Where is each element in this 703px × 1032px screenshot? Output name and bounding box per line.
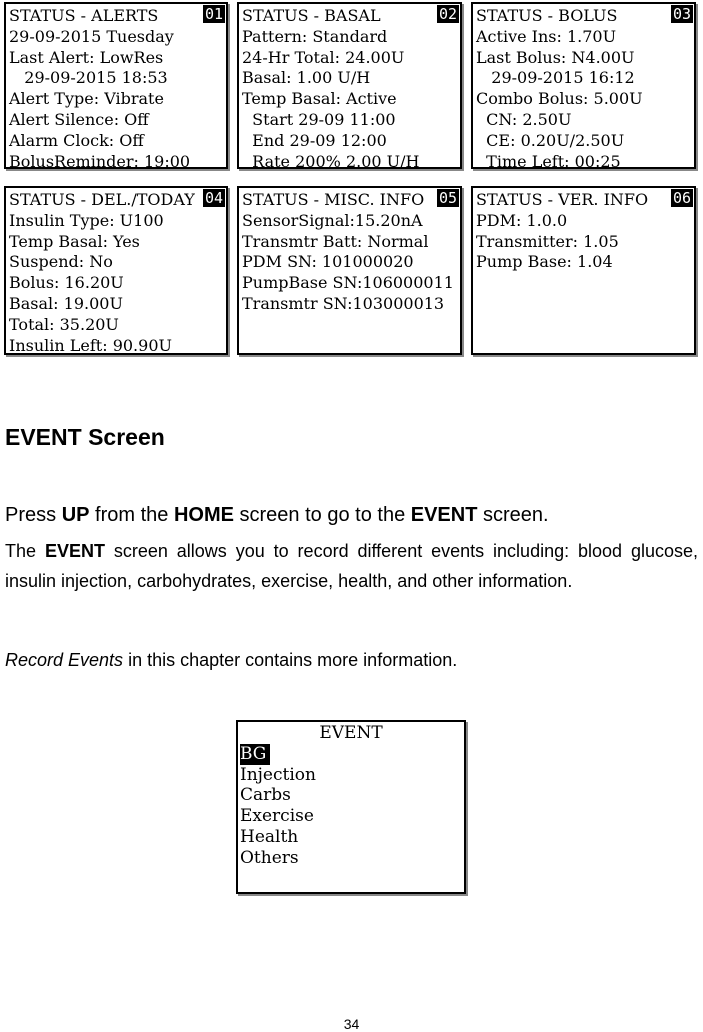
status-alerts-screen: [4, 2, 228, 169]
description-paragraph: The EVENT screen allows you to record different events including: blood glucose, insulin injection, carbohydrates, exercise, health, and other information.: [5, 541, 698, 591]
screen-line: PumpBase SN:106000011: [242, 273, 454, 293]
screen-line: Temp Basal: Yes: [9, 231, 140, 251]
screen-line: SensorSignal:15.20nA: [242, 210, 423, 230]
screen-line: Combo Bolus: 5.00U: [476, 89, 643, 109]
screen-line: 24-Hr Total: 24.00U: [242, 47, 405, 67]
status-basal-screen: [237, 2, 462, 169]
screen-number-badge: 03: [672, 5, 691, 23]
event-menu-item-exercise[interactable]: Exercise: [240, 806, 314, 827]
screen-line: Suspend: No: [9, 252, 113, 272]
page-number: 34: [343, 1016, 360, 1032]
screen-line: Active Ins: 1.70U: [476, 26, 617, 46]
screen-line: End 29-09 12:00: [242, 130, 387, 150]
event-menu-item-carbs[interactable]: Carbs: [240, 785, 291, 806]
screen-line: Rate 200% 2.00 U/H: [242, 151, 420, 171]
screen-line: Insulin Left: 90.90U: [9, 335, 172, 355]
instruction-paragraph: Press UP from the HOME screen to go to the EVENT screen.: [5, 504, 549, 526]
screen-line: Alert Type: Vibrate: [9, 89, 164, 109]
screen-line: STATUS - VER. INFO: [476, 190, 649, 209]
screen-line: 29-09-2015 Tuesday: [9, 26, 174, 46]
reference-paragraph: Record Events in this chapter contains more information.: [5, 650, 458, 670]
screen-line: STATUS - BOLUS: [476, 6, 618, 25]
screen-line: Start 29-09 11:00: [242, 109, 396, 129]
event-menu-item-injection[interactable]: Injection: [240, 764, 316, 785]
screen-line: Pump Base: 1.04: [476, 252, 613, 272]
section-heading: EVENT Screen: [5, 424, 165, 450]
screen-line: Transmtr Batt: Normal: [242, 231, 429, 251]
screen-number-badge: 01: [204, 5, 223, 23]
screen-line: STATUS - DEL./TODAY: [9, 190, 195, 209]
screen-line: 29-09-2015 18:53: [9, 68, 168, 88]
screen-line: Insulin Type: U100: [9, 210, 164, 230]
event-menu-item-bg[interactable]: BG: [240, 744, 270, 765]
screen-line: Transmitter: 1.05: [476, 231, 619, 251]
event-screen-title: EVENT: [319, 723, 383, 743]
screen-number-badge: 02: [438, 5, 457, 23]
screen-line: Bolus: 16.20U: [9, 273, 124, 293]
screen-number-badge: 06: [672, 189, 691, 207]
screen-line: PDM: 1.0.0: [476, 210, 568, 230]
event-menu-item-health[interactable]: Health: [240, 826, 299, 847]
status-bolus-screen: [471, 2, 696, 169]
screen-line: STATUS - ALERTS: [9, 6, 159, 25]
screen-line: Alert Silence: Off: [9, 109, 149, 129]
screen-line: Temp Basal: Active: [242, 89, 397, 109]
screen-line: STATUS - MISC. INFO: [242, 190, 425, 209]
event-screen: [236, 720, 466, 894]
screen-line: Last Bolus: N4.00U: [476, 47, 635, 67]
screen-line: Transmtr SN:103000013: [242, 293, 445, 313]
status-version-info-screen: [471, 186, 696, 355]
screen-line: 29-09-2015 16:12: [476, 68, 635, 88]
screen-number-badge: 05: [438, 189, 457, 207]
status-misc-info-screen: [237, 186, 462, 355]
screen-line: Last Alert: LowRes: [9, 47, 164, 67]
screen-line: Basal: 19.00U: [9, 293, 123, 313]
screen-line: PDM SN: 101000020: [242, 252, 414, 272]
screen-line: Alarm Clock: Off: [9, 130, 144, 150]
screen-line: CN: 2.50U: [476, 109, 572, 129]
screen-line: Pattern: Standard: [242, 26, 388, 46]
event-menu-item-others[interactable]: Others: [240, 847, 299, 868]
screen-line: BolusReminder: 19:00: [9, 151, 191, 171]
screen-number-badge: 04: [204, 189, 223, 207]
status-delivery-today-screen: [4, 186, 228, 355]
screen-line: Time Left: 00:25: [476, 151, 621, 171]
screen-line: STATUS - BASAL: [242, 6, 381, 25]
screen-line: Total: 35.20U: [9, 314, 119, 334]
screen-line: CE: 0.20U/2.50U: [476, 130, 625, 150]
screen-line: Basal: 1.00 U/H: [242, 68, 371, 88]
